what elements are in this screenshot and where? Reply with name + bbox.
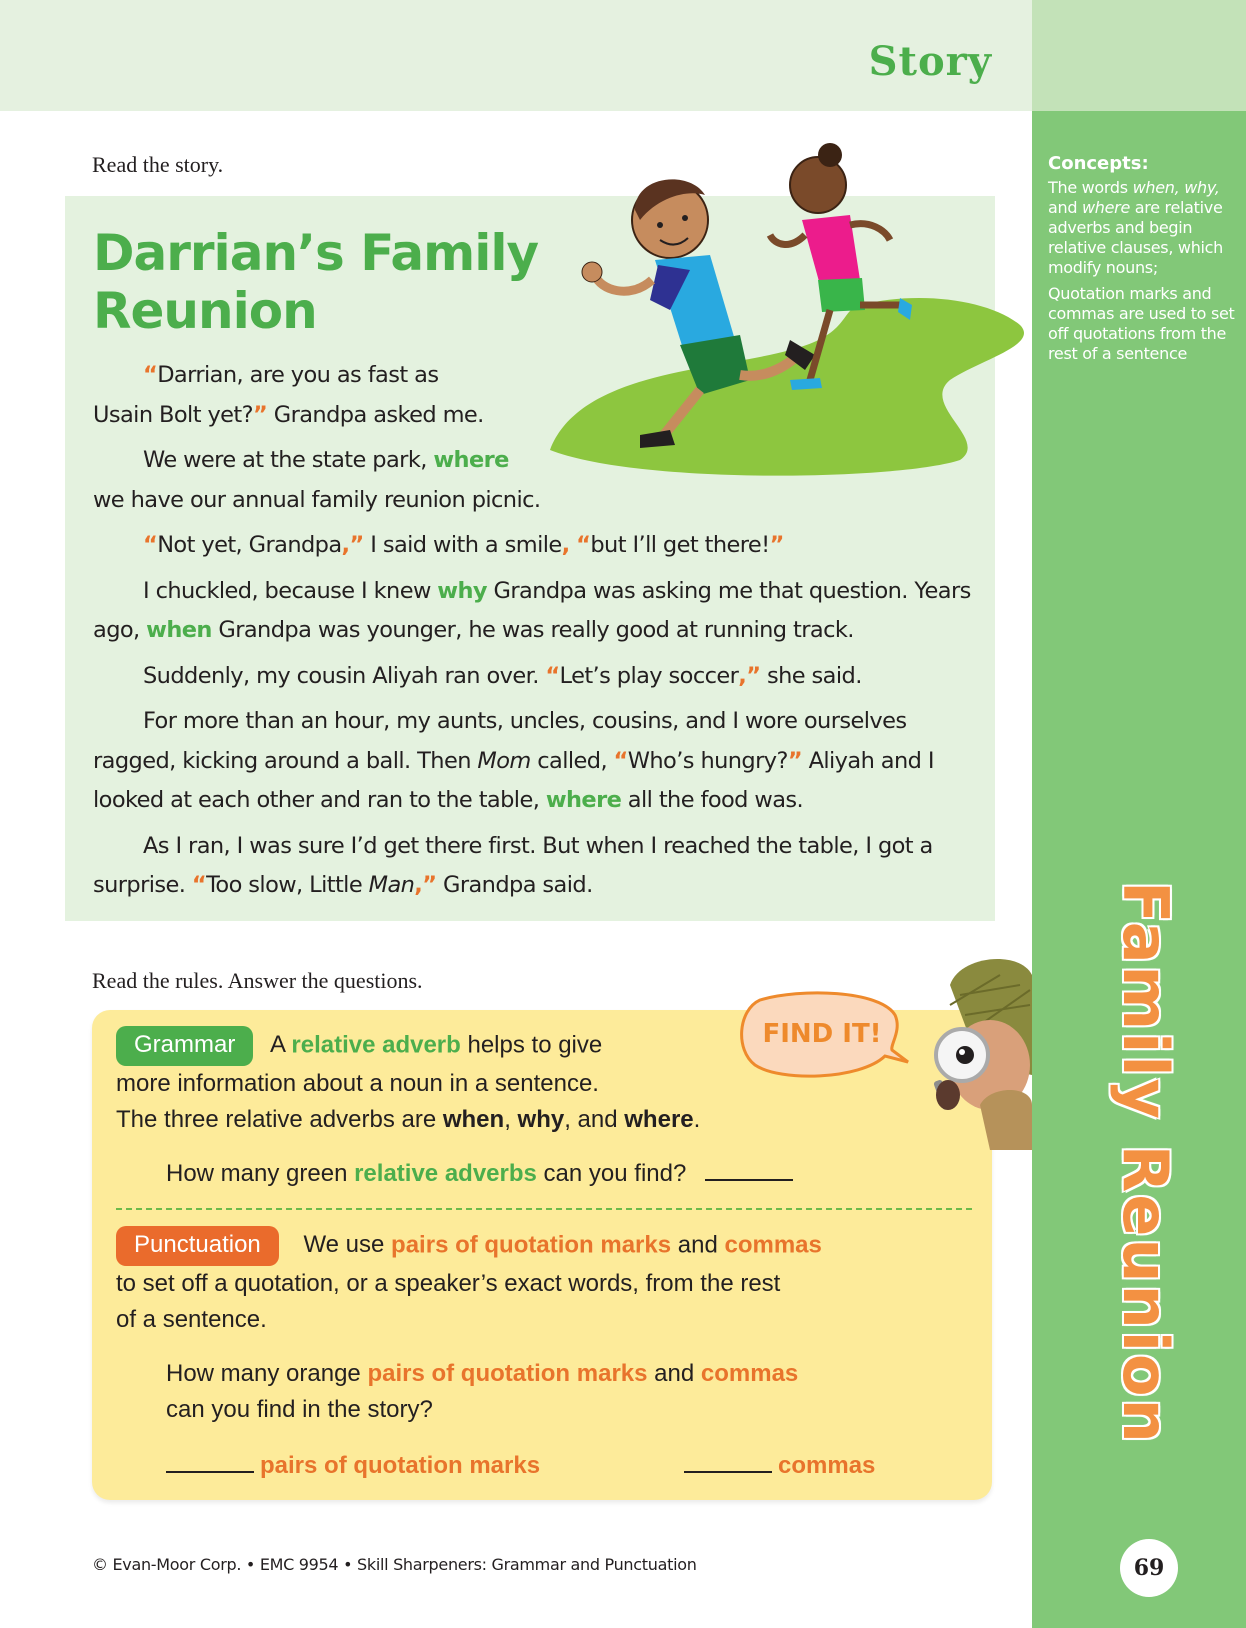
running-kids-illustration [540, 140, 1030, 480]
punctuation-rule [116, 1226, 976, 1266]
rule-text: and [671, 1231, 725, 1259]
answer-blank-quotation-marks[interactable] [166, 1471, 254, 1473]
punctuation-mark: “ [143, 362, 158, 388]
story-text-segment: As I ran, I was sure I’d get there first. But when I reached the table, I got a surprise. [93, 832, 933, 898]
rule-term: relative adverb [291, 1031, 461, 1059]
rule-term: why [517, 1106, 565, 1133]
punctuation-mark: ,” [341, 532, 364, 558]
punctuation-mark: ,” [738, 662, 761, 689]
punctuation-question-line-2: can you find in the story? [166, 1396, 433, 1423]
vertical-title-text: Family Reunion [1109, 881, 1182, 1445]
question-term: relative adverbs [354, 1160, 537, 1187]
answer-blank-commas[interactable] [684, 1471, 772, 1473]
answer-label: commas [778, 1452, 876, 1479]
story-text-segment: Let’s play soccer [559, 662, 739, 689]
punctuation-mark: ” [769, 532, 784, 558]
punctuation-mark: “ [545, 662, 560, 689]
punctuation-mark: ” [787, 747, 803, 774]
sidebar [1032, 111, 1246, 1628]
story-text-segment: Darrian, are you as fast as [157, 362, 439, 388]
story-text-segment: I said with a smile [363, 532, 562, 558]
story-text-segment: called, [530, 747, 614, 774]
rule-text: , [504, 1106, 518, 1133]
story-paragraph [93, 827, 973, 906]
grammar-question [166, 1156, 799, 1192]
section-divider [116, 1208, 972, 1210]
punctuation-question [166, 1356, 798, 1392]
story-title [93, 224, 538, 340]
story-paragraph [93, 572, 973, 651]
story-paragraph [93, 702, 973, 821]
story-text-segment: Aliyah and I looked at each other and ran to the table, [93, 747, 934, 813]
find-it-speech-bubble [740, 990, 910, 1085]
sidebar-top [1032, 0, 1246, 111]
story-instruction: Read the story. [92, 152, 224, 177]
story-paragraph [93, 657, 973, 697]
story-title-line: Reunion [93, 282, 317, 340]
rule-term: pairs of quotation marks [391, 1231, 672, 1259]
question-text: and [647, 1360, 701, 1387]
concept-text: and [1048, 198, 1082, 217]
rule-text: The three relative adverbs are [116, 1106, 443, 1133]
story-paragraph [93, 356, 563, 435]
page-number: 69 [1120, 1539, 1178, 1597]
footer-copyright: © Evan-Moor Corp. • EMC 9954 • Skill Sharpeners: Grammar and Punctuation [92, 1555, 697, 1574]
concept-text: are relative adverbs and begin relative clauses, which modify nouns; [1048, 198, 1224, 277]
concept-1 [1048, 178, 1238, 278]
concept-term: when, [1132, 178, 1180, 197]
story-text-segment: Not yet, Grandpa [157, 532, 342, 558]
punctuation-mark: “ [576, 532, 591, 558]
rule-text: We use [303, 1231, 392, 1259]
story-text-segment: but I’ll get there! [590, 532, 770, 558]
story-text-segment: Grandpa said. [436, 872, 593, 898]
answer-blank-relative-adverbs[interactable] [705, 1179, 793, 1181]
grass-patch-icon [550, 298, 1024, 476]
question-term: pairs of quotation marks [367, 1360, 648, 1387]
rule-term: commas [724, 1231, 822, 1259]
rule-text: , and [564, 1106, 625, 1133]
header-band [0, 0, 1032, 111]
relative-adverb: why [437, 577, 487, 604]
grammar-badge: Grammar [116, 1026, 253, 1066]
punctuation-mark: ” [253, 401, 268, 428]
concept-text: The words [1048, 178, 1133, 197]
concepts-title: Concepts: [1048, 153, 1149, 174]
concepts-box [1048, 153, 1238, 370]
rules-instruction: Read the rules. Answer the questions. [92, 968, 423, 993]
punctuation-mark: ,” [414, 872, 437, 898]
story-text-segment: We were at the state park, [143, 447, 434, 473]
story-text-segment: Mom [477, 747, 531, 774]
answer-commas [684, 1448, 875, 1484]
vertical-title [1109, 881, 1182, 1481]
story-text-segment: Grandpa was younger, he was really good at running track. [211, 617, 854, 643]
relative-adverb: where [433, 447, 509, 473]
punctuation-line-2: to set off a quotation, or a speaker’s exact words, from the rest [116, 1270, 781, 1297]
rule-term: where [624, 1106, 694, 1133]
punctuation-badge: Punctuation [116, 1226, 279, 1266]
story-text-segment: Grandpa asked me. [267, 401, 484, 428]
story-text-segment: Suddenly, my cousin Aliyah ran over. [143, 662, 546, 689]
rule-text: A [270, 1031, 292, 1059]
story-paragraph [93, 526, 973, 566]
question-term: commas [700, 1360, 799, 1387]
story-text-segment: I chuckled, because I knew [143, 577, 438, 604]
answer-quotation-marks [166, 1448, 540, 1484]
concept-2: Quotation marks and commas are used to set off quotations from the rest of a sentence [1048, 284, 1235, 363]
punctuation-mark: “ [191, 872, 207, 898]
grammar-line-3 [116, 1102, 700, 1138]
punctuation-mark: “ [613, 747, 628, 774]
punctuation-mark: “ [143, 532, 158, 558]
grammar-rule [116, 1026, 816, 1066]
question-text: can you find? [536, 1160, 687, 1187]
concept-term: where [1082, 198, 1130, 217]
punctuation-mark: , [561, 532, 570, 558]
story-text-segment: she said. [760, 662, 862, 689]
story-text-segment: Who’s hungry? [627, 747, 788, 774]
section-label: Story [868, 38, 992, 85]
answer-label: pairs of quotation marks [260, 1452, 541, 1479]
detective-icon [920, 955, 1032, 1150]
grammar-line-2: more information about a noun in a sentence. [116, 1070, 599, 1097]
story-title-line: Darrian’s Family [93, 224, 539, 282]
rule-text: . [693, 1106, 701, 1133]
story-text-segment: Grandpa was asking me that question. Years ago, [93, 577, 971, 643]
punctuation-line-3: of a sentence. [116, 1306, 267, 1333]
rule-text: helps to give [460, 1031, 603, 1059]
question-text: How many orange [166, 1360, 368, 1387]
story-text-segment: For more than an hour, my aunts, uncles, cousins, and I wore ourselves ragged, kicking around a ball. Then [93, 708, 907, 774]
story-text-segment: Too slow, Little [206, 872, 369, 898]
find-it-label: FIND IT! [762, 1019, 882, 1049]
story-text-segment: all the food was. [621, 787, 804, 813]
rule-term: when [442, 1106, 505, 1133]
story-text-segment: we have our annual family reunion picnic. [93, 486, 541, 513]
story-text-segment: Man [368, 872, 415, 898]
story-text-segment: Usain Bolt yet? [93, 401, 253, 428]
question-text: How many green [166, 1160, 355, 1187]
relative-adverb: where [545, 787, 622, 813]
concept-term: why, [1184, 178, 1220, 197]
story-paragraph [93, 441, 563, 520]
relative-adverb: when [146, 617, 212, 643]
